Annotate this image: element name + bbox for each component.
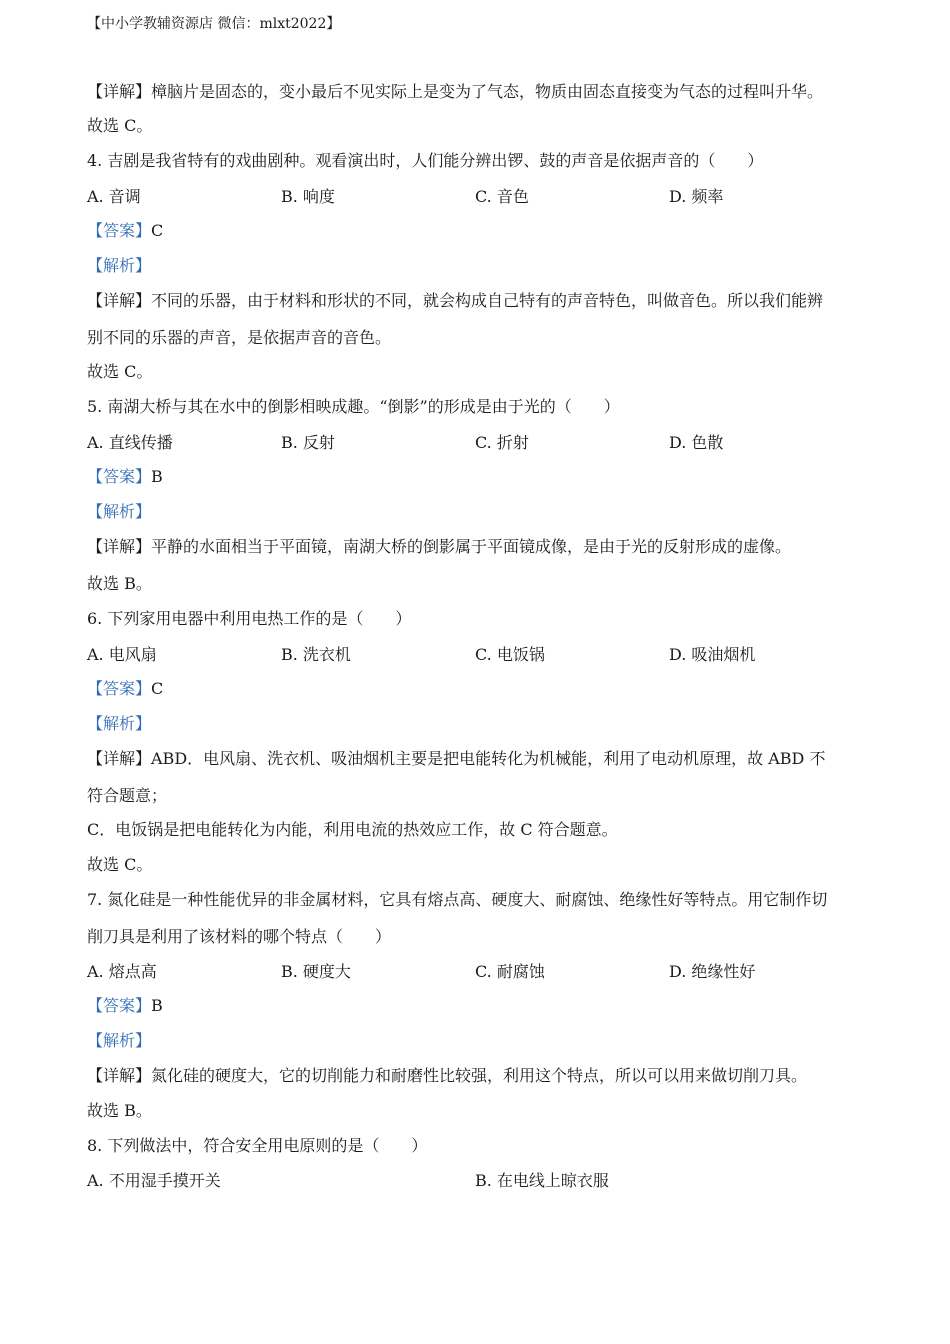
q6-answer-label: 【答案】: [87, 679, 152, 698]
q7-option-d: D. 绝缘性好: [669, 962, 756, 981]
q8-option-a: A. 不用湿手摸开关: [87, 1171, 221, 1190]
q6-option-a: A. 电风扇: [87, 645, 157, 664]
q7-question-1: 7. 氮化硅是一种性能优异的非金属材料，它具有熔点高、硬度大、耐腐蚀、绝缘性好等特点。用它制作切: [87, 890, 828, 909]
q7-option-c: C. 耐腐蚀: [475, 962, 545, 981]
q5-answer-value: B: [151, 467, 163, 486]
page-header: 【中小学教辅资源店 微信：mlxt2022】: [87, 16, 341, 32]
q7-option-b: B. 硬度大: [281, 962, 351, 981]
q6-detail-1: 【详解】ABD．电风扇、洗衣机、吸油烟机主要是把电能转化为机械能，利用了电动机原理，故 ABD 不: [87, 749, 826, 768]
q7-answer-label: 【答案】: [87, 996, 152, 1015]
q7-answer-value: B: [151, 996, 163, 1015]
q4-question: 4. 吉剧是我省特有的戏曲剧种。观看演出时，人们能分辨出锣、鼓的声音是依据声音的（ ）: [87, 151, 764, 170]
q4-option-b: B. 响度: [281, 187, 335, 206]
q6-detail-2: 符合题意；: [87, 786, 168, 805]
q4-analysis-label: 【解析】: [87, 256, 152, 275]
q5-option-c: C. 折射: [475, 433, 529, 452]
q4-option-c: C. 音色: [475, 187, 529, 206]
q6-question: 6. 下列家用电器中利用电热工作的是（ ）: [87, 609, 412, 628]
q5-answer: [87, 467, 163, 487]
q4-detail-1: 【详解】不同的乐器，由于材料和形状的不同，就会构成自己特有的声音特色，叫做音色。所以我们能辨: [87, 291, 824, 310]
q5-option-d: D. 色散: [669, 433, 724, 452]
q7-analysis-label: 【解析】: [87, 1031, 152, 1050]
q7-question-2: 削刀具是利用了该材料的哪个特点（ ）: [87, 927, 392, 946]
q7-option-a: A. 熔点高: [87, 962, 157, 981]
q6-option-c: C. 电饭锅: [475, 645, 545, 664]
q4-detail-2: 别不同的乐器的声音，是依据声音的音色。: [87, 328, 392, 347]
q5-choice: 故选 B。: [87, 574, 152, 593]
q4-answer-label: 【答案】: [87, 221, 152, 240]
q6-answer-value: C: [151, 679, 164, 698]
q5-option-b: B. 反射: [281, 433, 335, 452]
q6-analysis-label: 【解析】: [87, 714, 152, 733]
q5-analysis-label: 【解析】: [87, 502, 152, 521]
q8-question: 8. 下列做法中，符合安全用电原则的是（ ）: [87, 1136, 428, 1155]
q4-option-a: A. 音调: [87, 187, 141, 206]
q7-choice: 故选 B。: [87, 1101, 152, 1120]
q5-question: 5. 南湖大桥与其在水中的倒影相映成趣。“倒影”的形成是由于光的（ ）: [87, 397, 620, 416]
q7-answer: [87, 996, 163, 1016]
q3-choice: 故选 C。: [87, 116, 153, 135]
q4-option-d: D. 频率: [669, 187, 724, 206]
q4-answer: [87, 221, 163, 241]
q6-option-b: B. 洗衣机: [281, 645, 351, 664]
q6-detail-3: C．电饭锅是把电能转化为内能，利用电流的热效应工作，故 C 符合题意。: [87, 820, 618, 839]
q6-option-d: D. 吸油烟机: [669, 645, 756, 664]
q6-answer: [87, 679, 163, 699]
q6-choice: 故选 C。: [87, 855, 153, 874]
q7-detail-1: 【详解】氮化硅的硬度大，它的切削能力和耐磨性比较强，利用这个特点，所以可以用来做切削刀具。: [87, 1066, 808, 1085]
q8-option-b: B. 在电线上晾衣服: [475, 1171, 609, 1190]
q5-option-a: A. 直线传播: [87, 433, 173, 452]
q5-answer-label: 【答案】: [87, 467, 152, 486]
q3-detail: 【详解】樟脑片是固态的，变小最后不见实际上是变为了气态，物质由固态直接变为气态的过程叫升华。: [87, 82, 824, 101]
q4-answer-value: C: [151, 221, 164, 240]
q4-choice: 故选 C。: [87, 362, 153, 381]
q5-detail-1: 【详解】平静的水面相当于平面镜，南湖大桥的倒影属于平面镜成像，是由于光的反射形成的虚像。: [87, 537, 792, 556]
